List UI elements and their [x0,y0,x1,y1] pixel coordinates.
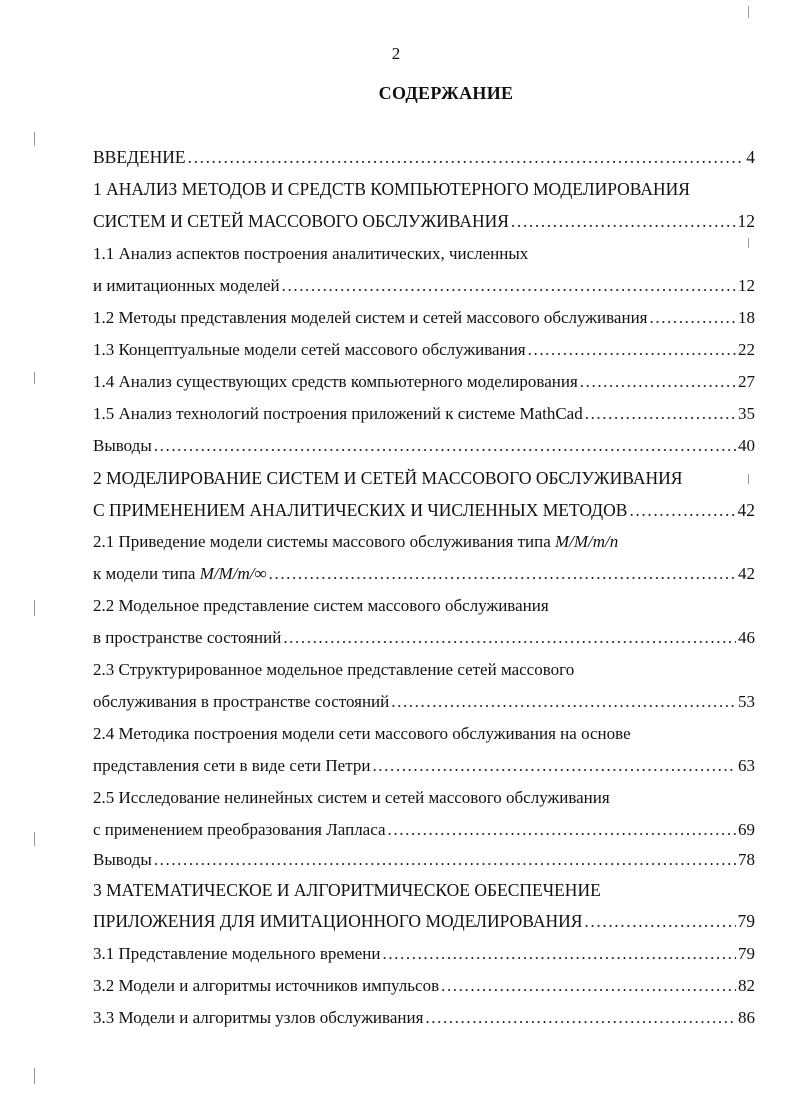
toc-entry-conclusions-2[interactable] [93,848,755,872]
toc-entry-text: и имитационных моделей [93,276,280,295]
toc-entry-text: ПРИЛОЖЕНИЯ ДЛЯ ИМИТАЦИОННОГО МОДЕЛИРОВАНИЯ [93,911,583,931]
toc-entry-page: 79 [738,944,755,963]
dot-leader [441,974,736,998]
toc-entry-3-1[interactable] [93,942,755,966]
toc-entry-chapter-2-line-1[interactable] [93,466,755,490]
toc-entry-text: 3.1 Представление модельного времени [93,944,381,963]
toc-entry-page: 78 [738,850,755,869]
scan-mark [748,238,749,248]
toc-entry-chapter-3-line-1[interactable] [93,878,755,902]
toc-entry-text: 3.3 Модели и алгоритмы узлов обслуживания [93,1008,424,1027]
toc-entry-chapter-1-line-1[interactable] [93,177,755,201]
dot-leader [282,274,736,298]
toc-entry-text: представления сети в виде сети Петри [93,756,371,775]
toc-entry-page: 42 [738,564,755,583]
toc-entry-page: 22 [738,340,755,359]
toc-entry-text: 2.5 Исследование нелинейных систем и сетей массового обслуживания [93,788,610,807]
toc-entry-page: 46 [738,628,755,647]
dot-leader [585,402,736,426]
toc-entry-page: 79 [737,911,755,931]
scan-mark [34,600,35,616]
toc-entry-text: Выводы [93,436,152,455]
dot-leader [372,754,736,778]
dot-leader [283,626,736,650]
toc-entry-1-3[interactable] [93,338,755,362]
toc-entry-page: 82 [738,976,755,995]
toc-entry-text: 2 МОДЕЛИРОВАНИЕ СИСТЕМ И СЕТЕЙ МАССОВОГО ОБСЛУЖИВАНИЯ [93,468,683,488]
toc-entry-text: 1.4 Анализ существующих средств компьютерного моделирования [93,372,578,391]
dot-leader [188,145,745,169]
dot-leader [269,562,736,586]
toc-entry-page: 42 [737,500,755,520]
toc-entry-text: 3 МАТЕМАТИЧЕСКОЕ И АЛГОРИТМИЧЕСКОЕ ОБЕСПЕЧЕНИЕ [93,880,601,900]
toc-entry-2-1-line-1[interactable] [93,530,755,554]
toc-entry-2-4-line-1[interactable] [93,722,755,746]
queue-notation: M/M/m/n [555,532,619,551]
toc-entry-text: СИСТЕМ И СЕТЕЙ МАССОВОГО ОБСЛУЖИВАНИЯ [93,211,509,231]
toc-entry-text: 1.1 Анализ аспектов построения аналитических, численных [93,244,529,263]
toc-entry-2-2-line-1[interactable] [93,594,755,618]
toc-entry-introduction[interactable] [93,145,755,169]
toc-entry-text: 2.1 Приведение модели системы массового обслуживания типа [93,532,556,551]
toc-entry-text: 1.5 Анализ технологий построения приложений к системе MathCad [93,404,583,423]
toc-entry-page: 40 [738,436,755,455]
dot-leader [154,848,736,872]
toc-entry-page: 27 [738,372,755,391]
toc-entry-conclusions-1[interactable] [93,434,755,458]
toc-entry-1-5[interactable] [93,402,755,426]
toc-entry-text: Выводы [93,850,152,869]
toc-entry-chapter-2[interactable] [93,498,755,522]
toc-entry-page: 35 [738,404,755,423]
toc-entry-text: к модели типа [93,564,200,583]
toc-entry-text: 1 АНАЛИЗ МЕТОДОВ И СРЕДСТВ КОМПЬЮТЕРНОГО МОДЕЛИРОВАНИЯ [93,179,690,199]
toc-entry-text: 1.3 Концептуальные модели сетей массового обслуживания [93,340,526,359]
toc-entry-2-3[interactable] [93,690,755,714]
toc-entry-3-3[interactable] [93,1006,755,1030]
toc-entry-2-3-line-1[interactable] [93,658,755,682]
toc-entry-1-1[interactable] [93,274,755,298]
toc-entry-text: С ПРИМЕНЕНИЕМ АНАЛИТИЧЕСКИХ И ЧИСЛЕННЫХ МЕТОДОВ [93,500,628,520]
toc-entry-2-5-line-1[interactable] [93,786,755,810]
toc-entry-text: с применением преобразования Лапласа [93,820,386,839]
toc-entry-2-5[interactable] [93,818,755,842]
dot-leader [425,1006,736,1030]
page-number: 2 [391,44,401,63]
toc-entry-page: 86 [738,1008,755,1027]
dot-leader [382,942,736,966]
toc-entry-1-1-line-1[interactable] [93,242,755,266]
scan-mark [34,832,35,846]
toc-entry-3-2[interactable] [93,974,755,998]
toc-entry-page: 18 [738,308,755,327]
toc-title: СОДЕРЖАНИЕ [378,83,514,103]
toc-entry-page: 63 [738,756,755,775]
scan-mark [34,1068,35,1084]
toc-entry-1-2[interactable] [93,306,755,330]
scan-mark [34,132,35,146]
dot-leader [388,818,736,842]
scan-mark [748,474,749,484]
toc-entry-text: 1.2 Методы представления моделей систем и сетей массового обслуживания [93,308,648,327]
dot-leader [528,338,736,362]
queue-notation: M/M/m/∞ [199,564,267,583]
toc-entry-page: 12 [738,276,755,295]
toc-entry-2-1[interactable] [93,562,755,586]
toc-entry-text: 2.3 Структурированное модельное представление сетей массового [93,660,575,679]
toc-entry-2-2[interactable] [93,626,755,650]
scan-mark [34,372,35,384]
toc-entry-1-4[interactable] [93,370,755,394]
dot-leader [584,909,735,933]
toc-entry-page: 53 [738,692,755,711]
toc-entry-text: в пространстве состояний [93,628,282,647]
dot-leader [391,690,736,714]
toc-entry-page: 12 [737,211,755,231]
dot-leader [650,306,737,330]
dot-leader [154,434,736,458]
toc-entry-text: ВВЕДЕНИЕ [93,147,186,167]
toc-entry-2-4[interactable] [93,754,755,778]
toc-entry-page: 69 [738,820,755,839]
dot-leader [511,209,736,233]
scan-mark [748,6,749,18]
dot-leader [580,370,736,394]
toc-entry-text: обслуживания в пространстве состояний [93,692,390,711]
toc-entry-text: 3.2 Модели и алгоритмы источников импульсов [93,976,440,995]
toc-entry-text: 2.2 Модельное представление систем массового обслуживания [93,596,549,615]
toc-entry-chapter-3[interactable] [93,909,755,933]
dot-leader [629,498,735,522]
toc-entry-page: 4 [746,147,755,167]
toc-entry-text: 2.4 Методика построения модели сети массового обслуживания на основе [93,724,631,743]
toc-entry-chapter-1[interactable] [93,209,755,233]
